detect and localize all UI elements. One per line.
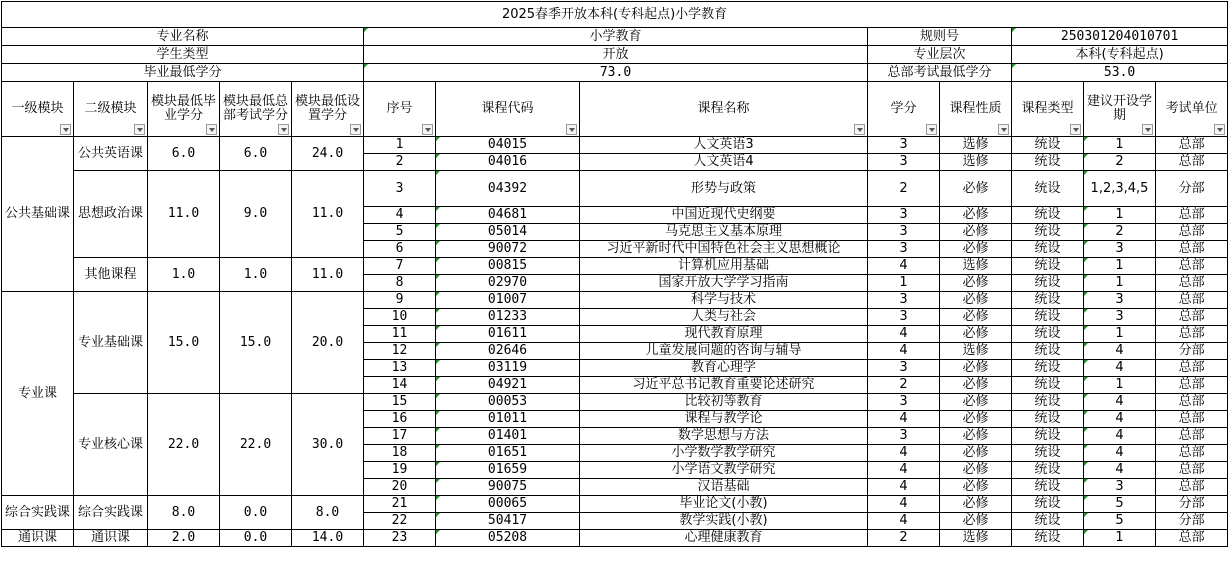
course-ctype-cell[interactable]: 统设 — [1012, 309, 1084, 326]
page-title: 2025春季开放本科(专科起点)小学教育 — [2, 2, 1228, 28]
course-name-cell[interactable]: 课程与教学论 — [580, 411, 868, 428]
module-hq-cell[interactable]: 1.0 — [220, 258, 292, 292]
course-nature-cell[interactable]: 选修 — [940, 154, 1012, 171]
header-mod-min-label: 模块最低毕业学分 — [150, 94, 216, 123]
course-seq-cell[interactable]: 7 — [364, 258, 436, 275]
module-min-cell[interactable]: 2.0 — [148, 530, 220, 547]
course-seq-cell[interactable]: 9 — [364, 292, 436, 309]
filter-dropdown-icon[interactable] — [854, 124, 865, 135]
header-mod-set[interactable] — [292, 82, 364, 137]
course-name-cell[interactable]: 中国近现代史纲要 — [580, 207, 868, 224]
course-credit-cell[interactable]: 4 — [868, 462, 940, 479]
course-name-cell[interactable]: 小学数学教学研究 — [580, 445, 868, 462]
course-credit-cell[interactable]: 3 — [868, 428, 940, 445]
course-nature-cell[interactable]: 必修 — [940, 292, 1012, 309]
course-name-cell[interactable]: 汉语基础 — [580, 479, 868, 496]
filter-dropdown-icon[interactable] — [1142, 124, 1153, 135]
course-name-cell[interactable]: 小学语文教学研究 — [580, 462, 868, 479]
course-name-cell[interactable]: 比较初等教育 — [580, 394, 868, 411]
course-seq-cell[interactable]: 8 — [364, 275, 436, 292]
course-exam-cell[interactable]: 总部 — [1156, 258, 1228, 275]
course-term-cell[interactable]: 3 — [1084, 309, 1156, 326]
course-nature-cell[interactable]: 必修 — [940, 224, 1012, 241]
course-nature-cell[interactable]: 必修 — [940, 462, 1012, 479]
course-credit-cell[interactable]: 1 — [868, 275, 940, 292]
course-exam-cell[interactable]: 总部 — [1156, 462, 1228, 479]
course-credit-cell[interactable]: 3 — [868, 154, 940, 171]
course-term-cell[interactable]: 4 — [1084, 394, 1156, 411]
level1-cell[interactable]: 综合实践课 — [2, 496, 74, 530]
course-ctype-cell[interactable]: 统设 — [1012, 513, 1084, 530]
course-code-cell[interactable]: 05014 — [436, 224, 580, 241]
course-credit-cell[interactable]: 2 — [868, 171, 940, 207]
min-credit-label: 毕业最低学分 — [2, 64, 364, 82]
course-seq-cell[interactable]: 3 — [364, 171, 436, 207]
course-nature-cell[interactable]: 必修 — [940, 445, 1012, 462]
module-hq-cell[interactable]: 6.0 — [220, 137, 292, 171]
module-min-cell[interactable]: 11.0 — [148, 171, 220, 258]
course-code-cell[interactable]: 04015 — [436, 137, 580, 154]
course-name-cell[interactable]: 国家开放大学学习指南 — [580, 275, 868, 292]
course-seq-cell[interactable]: 12 — [364, 343, 436, 360]
course-ctype-cell[interactable]: 统设 — [1012, 154, 1084, 171]
major-label: 专业名称 — [2, 28, 364, 46]
module-hq-cell[interactable]: 22.0 — [220, 394, 292, 496]
course-term-cell[interactable]: 1 — [1084, 326, 1156, 343]
course-nature-cell[interactable]: 必修 — [940, 326, 1012, 343]
course-ctype-cell[interactable]: 统设 — [1012, 292, 1084, 309]
module-label-cell[interactable]: 思想政治课 — [74, 171, 148, 258]
course-exam-cell[interactable]: 总部 — [1156, 275, 1228, 292]
course-ctype-cell[interactable]: 统设 — [1012, 377, 1084, 394]
header-credit-label: 学分 — [890, 101, 917, 116]
course-seq-cell[interactable]: 23 — [364, 530, 436, 547]
course-nature-cell[interactable]: 必修 — [940, 309, 1012, 326]
header-level1[interactable] — [2, 82, 74, 137]
course-name-cell[interactable]: 现代教育原理 — [580, 326, 868, 343]
module-set-cell[interactable]: 20.0 — [292, 292, 364, 394]
level-value[interactable]: 本科(专科起点) — [1012, 46, 1228, 64]
course-ctype-cell[interactable]: 统设 — [1012, 462, 1084, 479]
course-term-cell[interactable]: 1 — [1084, 530, 1156, 547]
course-exam-cell[interactable]: 总部 — [1156, 411, 1228, 428]
course-nature-cell[interactable]: 必修 — [940, 479, 1012, 496]
course-seq-cell[interactable]: 1 — [364, 137, 436, 154]
rule-value[interactable]: 250301204010701 — [1012, 28, 1228, 46]
course-exam-cell[interactable]: 总部 — [1156, 530, 1228, 547]
course-credit-cell[interactable]: 4 — [868, 513, 940, 530]
course-name-cell[interactable]: 马克思主义基本原理 — [580, 224, 868, 241]
course-name-cell[interactable]: 人文英语3 — [580, 137, 868, 154]
course-ctype-cell[interactable]: 统设 — [1012, 241, 1084, 258]
filter-dropdown-icon[interactable] — [926, 124, 937, 135]
filter-dropdown-icon[interactable] — [134, 124, 145, 135]
course-credit-cell[interactable]: 2 — [868, 530, 940, 547]
course-nature-cell[interactable]: 必修 — [940, 377, 1012, 394]
course-name-cell[interactable]: 教育心理学 — [580, 360, 868, 377]
course-credit-cell[interactable]: 3 — [868, 292, 940, 309]
course-exam-cell[interactable]: 总部 — [1156, 207, 1228, 224]
course-seq-cell[interactable]: 21 — [364, 496, 436, 513]
header-credit[interactable] — [868, 82, 940, 137]
course-ctype-cell[interactable]: 统设 — [1012, 275, 1084, 292]
header-exam[interactable] — [1156, 82, 1228, 137]
course-name-cell[interactable]: 儿童发展问题的咨询与辅导 — [580, 343, 868, 360]
header-term-label: 建议开设学期 — [1086, 94, 1152, 123]
filter-dropdown-icon[interactable] — [206, 124, 217, 135]
course-nature-cell[interactable]: 必修 — [940, 275, 1012, 292]
course-nature-cell[interactable]: 选修 — [940, 137, 1012, 154]
course-ctype-cell[interactable]: 统设 — [1012, 479, 1084, 496]
course-credit-cell[interactable]: 3 — [868, 224, 940, 241]
course-credit-cell[interactable]: 4 — [868, 326, 940, 343]
table-row — [2, 292, 1228, 309]
course-seq-cell[interactable]: 10 — [364, 309, 436, 326]
rule-label: 规则号 — [868, 28, 1012, 46]
module-set-cell[interactable]: 8.0 — [292, 496, 364, 530]
course-credit-cell[interactable]: 3 — [868, 394, 940, 411]
header-nature-label: 课程性质 — [949, 101, 1002, 116]
course-credit-cell[interactable]: 4 — [868, 445, 940, 462]
hq-min-credit-value[interactable]: 53.0 — [1012, 64, 1228, 82]
course-exam-cell[interactable]: 总部 — [1156, 137, 1228, 154]
table-row — [2, 496, 1228, 513]
module-set-cell[interactable]: 14.0 — [292, 530, 364, 547]
course-term-cell[interactable]: 1,2,3,4,5 — [1084, 171, 1156, 207]
course-term-cell[interactable]: 2 — [1084, 154, 1156, 171]
course-ctype-cell[interactable]: 统设 — [1012, 137, 1084, 154]
course-code-cell[interactable]: 01233 — [436, 309, 580, 326]
course-code-cell[interactable]: 90075 — [436, 479, 580, 496]
student-type-value[interactable]: 开放 — [364, 46, 868, 64]
course-exam-cell[interactable]: 总部 — [1156, 241, 1228, 258]
course-nature-cell[interactable]: 必修 — [940, 428, 1012, 445]
course-seq-cell[interactable]: 14 — [364, 377, 436, 394]
module-hq-cell[interactable]: 9.0 — [220, 171, 292, 258]
curriculum-table — [1, 1, 1228, 547]
course-ctype-cell[interactable]: 统设 — [1012, 343, 1084, 360]
course-code-cell[interactable]: 00065 — [436, 496, 580, 513]
module-set-cell[interactable]: 30.0 — [292, 394, 364, 496]
header-level2-label: 二级模块 — [84, 101, 137, 116]
course-code-cell[interactable]: 04016 — [436, 154, 580, 171]
course-ctype-cell[interactable]: 统设 — [1012, 496, 1084, 513]
course-exam-cell[interactable]: 总部 — [1156, 154, 1228, 171]
course-exam-cell[interactable]: 总部 — [1156, 394, 1228, 411]
course-seq-cell[interactable]: 13 — [364, 360, 436, 377]
filter-dropdown-icon[interactable] — [1070, 124, 1081, 135]
course-code-cell[interactable]: 04392 — [436, 171, 580, 207]
level-label: 专业层次 — [868, 46, 1012, 64]
course-name-cell[interactable]: 习近平总书记教育重要论述研究 — [580, 377, 868, 394]
course-exam-cell[interactable]: 总部 — [1156, 360, 1228, 377]
course-ctype-cell[interactable]: 统设 — [1012, 360, 1084, 377]
course-nature-cell[interactable]: 必修 — [940, 171, 1012, 207]
header-mod-hq-label: 模块最低总部考试学分 — [222, 94, 288, 123]
course-name-cell[interactable]: 人文英语4 — [580, 154, 868, 171]
header-code-label: 课程代码 — [481, 101, 534, 116]
course-term-cell[interactable]: 1 — [1084, 137, 1156, 154]
course-exam-cell[interactable]: 总部 — [1156, 428, 1228, 445]
header-ctype[interactable] — [1012, 82, 1084, 137]
header-level1-label: 一级模块 — [11, 101, 64, 116]
module-label-cell[interactable]: 通识课 — [74, 530, 148, 547]
module-label-cell[interactable]: 专业核心课 — [74, 394, 148, 496]
course-credit-cell[interactable]: 3 — [868, 207, 940, 224]
course-term-cell[interactable]: 4 — [1084, 360, 1156, 377]
table-row — [2, 530, 1228, 547]
filter-dropdown-icon[interactable] — [60, 124, 71, 135]
course-seq-cell[interactable]: 5 — [364, 224, 436, 241]
course-code-cell[interactable]: 90072 — [436, 241, 580, 258]
header-term[interactable] — [1084, 82, 1156, 137]
course-code-cell[interactable]: 01401 — [436, 428, 580, 445]
student-type-label: 学生类型 — [2, 46, 364, 64]
course-term-cell[interactable]: 4 — [1084, 462, 1156, 479]
major-value[interactable]: 小学教育 — [364, 28, 868, 46]
course-code-cell[interactable]: 00053 — [436, 394, 580, 411]
course-term-cell[interactable]: 4 — [1084, 428, 1156, 445]
course-term-cell[interactable]: 1 — [1084, 258, 1156, 275]
module-min-cell[interactable]: 6.0 — [148, 137, 220, 171]
course-nature-cell[interactable]: 必修 — [940, 241, 1012, 258]
module-hq-cell[interactable]: 0.0 — [220, 530, 292, 547]
filter-dropdown-icon[interactable] — [998, 124, 1009, 135]
module-set-cell[interactable]: 24.0 — [292, 137, 364, 171]
course-exam-cell[interactable]: 分部 — [1156, 171, 1228, 207]
module-hq-cell[interactable]: 0.0 — [220, 496, 292, 530]
level1-cell[interactable]: 通识课 — [2, 530, 74, 547]
course-code-cell[interactable]: 01659 — [436, 462, 580, 479]
course-code-cell[interactable]: 01007 — [436, 292, 580, 309]
course-term-cell[interactable]: 5 — [1084, 496, 1156, 513]
table-row — [2, 171, 1228, 207]
course-nature-cell[interactable]: 选修 — [940, 343, 1012, 360]
course-nature-cell[interactable]: 必修 — [940, 360, 1012, 377]
course-name-cell[interactable]: 形势与政策 — [580, 171, 868, 207]
course-name-cell[interactable]: 计算机应用基础 — [580, 258, 868, 275]
module-min-cell[interactable]: 1.0 — [148, 258, 220, 292]
module-min-cell[interactable]: 15.0 — [148, 292, 220, 394]
course-ctype-cell[interactable]: 统设 — [1012, 326, 1084, 343]
course-name-cell[interactable]: 人类与社会 — [580, 309, 868, 326]
course-code-cell[interactable]: 01651 — [436, 445, 580, 462]
course-seq-cell[interactable]: 16 — [364, 411, 436, 428]
module-min-cell[interactable]: 22.0 — [148, 394, 220, 496]
header-name[interactable] — [580, 82, 868, 137]
header-mod-set-label: 模块最低设置学分 — [294, 94, 360, 123]
course-seq-cell[interactable]: 18 — [364, 445, 436, 462]
course-code-cell[interactable]: 05208 — [436, 530, 580, 547]
course-credit-cell[interactable]: 3 — [868, 241, 940, 258]
course-ctype-cell[interactable]: 统设 — [1012, 258, 1084, 275]
course-seq-cell[interactable]: 19 — [364, 462, 436, 479]
course-seq-cell[interactable]: 6 — [364, 241, 436, 258]
module-set-cell[interactable]: 11.0 — [292, 171, 364, 258]
level1-cell[interactable]: 专业课 — [2, 292, 74, 496]
course-exam-cell[interactable]: 总部 — [1156, 445, 1228, 462]
course-code-cell[interactable]: 03119 — [436, 360, 580, 377]
course-exam-cell[interactable]: 分部 — [1156, 496, 1228, 513]
course-ctype-cell[interactable]: 统设 — [1012, 445, 1084, 462]
course-seq-cell[interactable]: 20 — [364, 479, 436, 496]
header-name-label: 课程名称 — [697, 101, 750, 116]
course-code-cell[interactable]: 00815 — [436, 258, 580, 275]
course-term-cell[interactable]: 3 — [1084, 292, 1156, 309]
course-code-cell[interactable]: 04921 — [436, 377, 580, 394]
course-credit-cell[interactable]: 2 — [868, 377, 940, 394]
course-nature-cell[interactable]: 必修 — [940, 411, 1012, 428]
course-seq-cell[interactable]: 4 — [364, 207, 436, 224]
course-code-cell[interactable]: 01011 — [436, 411, 580, 428]
course-ctype-cell[interactable]: 统设 — [1012, 394, 1084, 411]
course-term-cell[interactable]: 3 — [1084, 479, 1156, 496]
course-exam-cell[interactable]: 总部 — [1156, 377, 1228, 394]
course-term-cell[interactable]: 5 — [1084, 513, 1156, 530]
course-name-cell[interactable]: 数学思想与方法 — [580, 428, 868, 445]
course-exam-cell[interactable]: 总部 — [1156, 224, 1228, 241]
course-exam-cell[interactable]: 总部 — [1156, 479, 1228, 496]
course-exam-cell[interactable]: 分部 — [1156, 513, 1228, 530]
course-exam-cell[interactable]: 总部 — [1156, 326, 1228, 343]
module-hq-cell[interactable]: 15.0 — [220, 292, 292, 394]
course-code-cell[interactable]: 01611 — [436, 326, 580, 343]
header-ctype-label: 课程类型 — [1021, 101, 1074, 116]
course-seq-cell[interactable]: 11 — [364, 326, 436, 343]
filter-dropdown-icon[interactable] — [278, 124, 289, 135]
course-credit-cell[interactable]: 4 — [868, 496, 940, 513]
level1-cell[interactable]: 公共基础课 — [2, 137, 74, 292]
course-ctype-cell[interactable]: 统设 — [1012, 207, 1084, 224]
module-label-cell[interactable]: 专业基础课 — [74, 292, 148, 394]
table-row — [2, 394, 1228, 411]
course-nature-cell[interactable]: 必修 — [940, 394, 1012, 411]
module-label-cell[interactable]: 综合实践课 — [74, 496, 148, 530]
course-name-cell[interactable]: 毕业论文(小教) — [580, 496, 868, 513]
module-min-cell[interactable]: 8.0 — [148, 496, 220, 530]
course-credit-cell[interactable]: 4 — [868, 411, 940, 428]
table-row — [2, 137, 1228, 154]
course-nature-cell[interactable]: 选修 — [940, 530, 1012, 547]
course-name-cell[interactable]: 科学与技术 — [580, 292, 868, 309]
course-exam-cell[interactable]: 分部 — [1156, 343, 1228, 360]
course-term-cell[interactable]: 4 — [1084, 343, 1156, 360]
header-mod-min[interactable] — [148, 82, 220, 137]
hq-min-credit-label: 总部考试最低学分 — [868, 64, 1012, 82]
course-term-cell[interactable]: 1 — [1084, 377, 1156, 394]
header-level2[interactable] — [74, 82, 148, 137]
course-term-cell[interactable]: 3 — [1084, 241, 1156, 258]
course-name-cell[interactable]: 心理健康教育 — [580, 530, 868, 547]
course-credit-cell[interactable]: 3 — [868, 309, 940, 326]
course-ctype-cell[interactable]: 统设 — [1012, 171, 1084, 207]
header-nature[interactable] — [940, 82, 1012, 137]
filter-dropdown-icon[interactable] — [350, 124, 361, 135]
course-term-cell[interactable]: 1 — [1084, 275, 1156, 292]
module-label-cell[interactable]: 公共英语课 — [74, 137, 148, 171]
header-mod-hq[interactable] — [220, 82, 292, 137]
course-seq-cell[interactable]: 2 — [364, 154, 436, 171]
header-seq-label: 序号 — [386, 101, 413, 116]
course-credit-cell[interactable]: 4 — [868, 258, 940, 275]
course-credit-cell[interactable]: 4 — [868, 343, 940, 360]
course-seq-cell[interactable]: 17 — [364, 428, 436, 445]
course-credit-cell[interactable]: 3 — [868, 360, 940, 377]
module-label-cell[interactable]: 其他课程 — [74, 258, 148, 292]
filter-dropdown-icon[interactable] — [422, 124, 433, 135]
course-nature-cell[interactable]: 必修 — [940, 513, 1012, 530]
filter-dropdown-icon[interactable] — [1214, 124, 1225, 135]
min-credit-value[interactable]: 73.0 — [364, 64, 868, 82]
course-ctype-cell[interactable]: 统设 — [1012, 530, 1084, 547]
course-code-cell[interactable]: 02970 — [436, 275, 580, 292]
course-nature-cell[interactable]: 选修 — [940, 258, 1012, 275]
course-credit-cell[interactable]: 3 — [868, 137, 940, 154]
course-nature-cell[interactable]: 必修 — [940, 207, 1012, 224]
course-ctype-cell[interactable]: 统设 — [1012, 224, 1084, 241]
course-term-cell[interactable]: 4 — [1084, 445, 1156, 462]
course-term-cell[interactable]: 4 — [1084, 411, 1156, 428]
course-nature-cell[interactable]: 必修 — [940, 496, 1012, 513]
header-code[interactable] — [436, 82, 580, 137]
course-exam-cell[interactable]: 总部 — [1156, 292, 1228, 309]
course-code-cell[interactable]: 04681 — [436, 207, 580, 224]
course-term-cell[interactable]: 1 — [1084, 207, 1156, 224]
course-exam-cell[interactable]: 总部 — [1156, 309, 1228, 326]
course-code-cell[interactable]: 02646 — [436, 343, 580, 360]
course-ctype-cell[interactable]: 统设 — [1012, 411, 1084, 428]
header-seq[interactable] — [364, 82, 436, 137]
module-set-cell[interactable]: 11.0 — [292, 258, 364, 292]
course-ctype-cell[interactable]: 统设 — [1012, 428, 1084, 445]
course-code-cell[interactable]: 50417 — [436, 513, 580, 530]
filter-dropdown-icon[interactable] — [566, 124, 577, 135]
table-row — [2, 258, 1228, 275]
course-term-cell[interactable]: 2 — [1084, 224, 1156, 241]
header-exam-label: 考试单位 — [1165, 101, 1218, 116]
course-name-cell[interactable]: 习近平新时代中国特色社会主义思想概论 — [580, 241, 868, 258]
course-seq-cell[interactable]: 22 — [364, 513, 436, 530]
course-seq-cell[interactable]: 15 — [364, 394, 436, 411]
course-name-cell[interactable]: 教学实践(小教) — [580, 513, 868, 530]
course-credit-cell[interactable]: 4 — [868, 479, 940, 496]
